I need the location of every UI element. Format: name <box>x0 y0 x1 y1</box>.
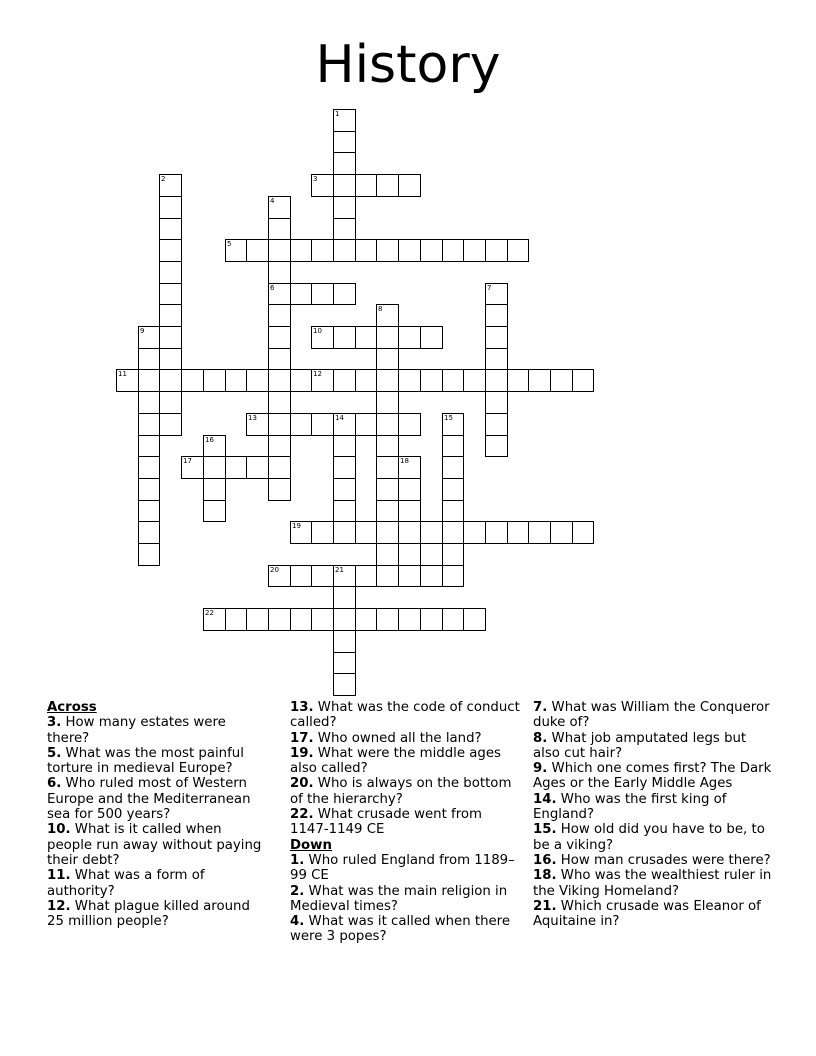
grid-cell[interactable] <box>572 369 594 392</box>
clue-item <box>290 731 520 746</box>
across-heading: Across <box>47 700 97 715</box>
clue-item <box>47 746 262 777</box>
grid-cell[interactable] <box>355 326 377 349</box>
clue-item-number: 10. <box>47 822 71 838</box>
clue-item-text: What was it called when there were 3 popes? <box>290 914 511 945</box>
grid-cell[interactable] <box>333 326 356 349</box>
grid-cell[interactable] <box>181 456 204 479</box>
grid-cell[interactable] <box>159 413 182 436</box>
clue-item <box>290 884 520 915</box>
grid-cell[interactable] <box>355 608 377 631</box>
clue-item <box>533 868 773 899</box>
grid-cell[interactable] <box>203 500 226 522</box>
grid-cell[interactable] <box>311 521 334 544</box>
grid-cell[interactable] <box>290 521 312 544</box>
grid-cell[interactable] <box>507 521 529 544</box>
grid-cell[interactable] <box>159 239 182 262</box>
clue-item-text: Who is always on the bottom of the hierarchy? <box>290 776 512 807</box>
grid-cell[interactable] <box>485 348 508 370</box>
clue-item-number: 12. <box>47 898 71 914</box>
grid-cell[interactable] <box>268 196 291 219</box>
clue-item-text: What crusade went from 1147-1149 CE <box>290 807 482 838</box>
grid-cell[interactable] <box>376 478 399 501</box>
clue-number: 1 <box>335 110 340 118</box>
clue-item-number: 3. <box>47 715 62 731</box>
clue-item-text: Which one comes first? The Dark Ages or the Early Middle Ages <box>533 761 772 792</box>
grid-cell[interactable] <box>398 174 421 197</box>
grid-cell[interactable] <box>420 521 443 544</box>
clue-item <box>533 761 773 792</box>
grid-cell[interactable] <box>268 369 291 392</box>
clue-number: 18 <box>400 457 409 465</box>
grid-cell[interactable] <box>159 174 182 197</box>
clue-item-text: What plague killed around 25 million people? <box>47 898 250 930</box>
grid-cell[interactable] <box>572 521 594 544</box>
clues-column-3 <box>533 700 773 929</box>
grid-cell[interactable] <box>376 326 399 349</box>
grid-cell[interactable] <box>376 608 399 631</box>
clue-item-number: 16. <box>533 852 557 868</box>
grid-cell[interactable] <box>268 326 291 349</box>
grid-cell[interactable] <box>507 369 529 392</box>
grid-cell[interactable] <box>225 456 247 479</box>
clue-item-text: Who ruled England from 1189–99 CE <box>290 852 515 884</box>
grid-cell[interactable] <box>311 326 334 349</box>
grid-cell[interactable] <box>420 608 443 631</box>
clue-item <box>290 700 520 731</box>
grid-cell[interactable] <box>333 152 356 175</box>
grid-cell[interactable] <box>159 261 182 284</box>
clue-item-text: What was the code of conduct called? <box>290 700 520 731</box>
grid-cell[interactable] <box>159 283 182 305</box>
grid-cell[interactable] <box>528 369 551 392</box>
clue-number: 11 <box>118 370 127 378</box>
grid-cell[interactable] <box>507 239 529 262</box>
clue-item-text: Who was the wealthiest ruler in the Viking Homeland? <box>533 868 772 899</box>
grid-cell[interactable] <box>159 304 182 327</box>
grid-cell[interactable] <box>485 413 508 436</box>
grid-cell[interactable] <box>442 608 464 631</box>
grid-cell[interactable] <box>159 369 182 392</box>
clue-item-number: 6. <box>47 776 62 792</box>
clue-number: 20 <box>270 566 279 574</box>
grid-cell[interactable] <box>246 239 269 262</box>
grid-cell[interactable] <box>463 239 486 262</box>
grid-cell[interactable] <box>333 435 356 457</box>
grid-cell[interactable] <box>442 369 464 392</box>
clue-item-text: What was a form of authority? <box>47 868 205 899</box>
clue-item <box>533 899 773 930</box>
grid-cell[interactable] <box>485 304 508 327</box>
grid-cell[interactable] <box>311 565 334 587</box>
grid-cell[interactable] <box>268 218 291 240</box>
grid-cell[interactable] <box>550 369 573 392</box>
grid-cell[interactable] <box>203 456 226 479</box>
grid-cell[interactable] <box>246 456 269 479</box>
clue-item-number: 14. <box>533 791 557 807</box>
clue-item-text: What were the middle ages also called? <box>290 745 501 777</box>
grid-cell[interactable] <box>246 608 269 631</box>
grid-cell[interactable] <box>376 565 399 587</box>
clue-item-number: 20. <box>290 776 314 792</box>
grid-cell[interactable] <box>333 131 356 153</box>
clue-number: 19 <box>292 522 301 530</box>
grid-cell[interactable] <box>485 435 508 457</box>
grid-cell[interactable] <box>355 521 377 544</box>
grid-cell[interactable] <box>420 326 443 349</box>
grid-cell[interactable] <box>420 565 443 587</box>
grid-cell[interactable] <box>290 239 312 262</box>
grid-cell[interactable] <box>159 391 182 414</box>
clue-item-number: 22. <box>290 807 314 823</box>
grid-cell[interactable] <box>333 283 356 305</box>
grid-cell[interactable] <box>463 608 486 631</box>
grid-cell[interactable] <box>485 283 508 305</box>
grid-cell[interactable] <box>550 521 573 544</box>
clue-item-text: Who ruled most of Western Europe and the Mediterranean sea for 500 years? <box>47 776 251 823</box>
grid-cell[interactable] <box>246 369 269 392</box>
grid-cell[interactable] <box>290 565 312 587</box>
clue-item-number: 18. <box>533 868 557 884</box>
grid-cell[interactable] <box>376 174 399 197</box>
clue-item <box>533 731 773 762</box>
grid-cell[interactable] <box>268 478 291 501</box>
grid-cell[interactable] <box>442 239 464 262</box>
grid-cell[interactable] <box>420 239 443 262</box>
grid-cell[interactable] <box>268 261 291 284</box>
grid-cell[interactable] <box>225 369 247 392</box>
grid-cell[interactable] <box>376 304 399 327</box>
clue-item <box>290 914 520 945</box>
grid-cell[interactable] <box>203 478 226 501</box>
grid-cell[interactable] <box>398 478 421 501</box>
grid-cell[interactable] <box>355 413 377 436</box>
clue-item-number: 21. <box>533 898 557 914</box>
grid-cell[interactable] <box>333 630 356 653</box>
clue-item-text: How old did you have to be, to be a viking? <box>533 822 765 853</box>
grid-cell[interactable] <box>203 608 226 631</box>
grid-cell[interactable] <box>485 521 508 544</box>
grid-cell[interactable] <box>376 435 399 457</box>
grid-cell[interactable] <box>268 283 291 305</box>
grid-cell[interactable] <box>138 543 160 566</box>
grid-cell[interactable] <box>138 348 160 370</box>
grid-cell[interactable] <box>463 369 486 392</box>
clue-number: 7 <box>487 284 492 292</box>
grid-cell[interactable] <box>333 500 356 522</box>
grid-cell[interactable] <box>138 326 160 349</box>
grid-cell[interactable] <box>138 478 160 501</box>
clue-item-number: 2. <box>290 883 305 899</box>
grid-cell[interactable] <box>398 456 421 479</box>
grid-cell[interactable] <box>268 565 291 587</box>
grid-cell[interactable] <box>268 608 291 631</box>
grid-cell[interactable] <box>376 456 399 479</box>
clue-item-text: How man crusades were there? <box>560 852 771 868</box>
clue-item <box>533 700 773 731</box>
grid-cell[interactable] <box>442 478 464 501</box>
grid-cell[interactable] <box>485 239 508 262</box>
grid-cell[interactable] <box>246 413 269 436</box>
clue-item-number: 4. <box>290 914 305 930</box>
grid-cell[interactable] <box>159 326 182 349</box>
grid-cell[interactable] <box>333 109 356 132</box>
grid-cell[interactable] <box>268 348 291 370</box>
grid-cell[interactable] <box>398 326 421 349</box>
grid-cell[interactable] <box>159 218 182 240</box>
clue-item-number: 11. <box>47 868 71 884</box>
grid-cell[interactable] <box>485 326 508 349</box>
grid-cell[interactable] <box>333 673 356 696</box>
grid-cell[interactable] <box>311 283 334 305</box>
grid-cell[interactable] <box>333 369 356 392</box>
grid-cell[interactable] <box>442 500 464 522</box>
grid-cell[interactable] <box>116 369 139 392</box>
grid-cell[interactable] <box>398 413 421 436</box>
grid-cell[interactable] <box>398 543 421 566</box>
grid-cell[interactable] <box>355 565 377 587</box>
clue-number: 2 <box>161 175 166 183</box>
clue-number: 5 <box>227 240 232 248</box>
grid-cell[interactable] <box>311 608 334 631</box>
clue-number: 4 <box>270 197 275 205</box>
grid-cell[interactable] <box>290 283 312 305</box>
grid-cell[interactable] <box>138 391 160 414</box>
clue-number: 16 <box>205 436 214 444</box>
grid-cell[interactable] <box>138 369 160 392</box>
clue-item-number: 8. <box>533 730 548 746</box>
clue-item-number: 17. <box>290 730 314 746</box>
grid-cell[interactable] <box>268 413 291 436</box>
clue-item-number: 9. <box>533 761 548 777</box>
grid-cell[interactable] <box>376 369 399 392</box>
grid-cell[interactable] <box>311 369 334 392</box>
clue-item <box>533 853 773 868</box>
grid-cell[interactable] <box>442 543 464 566</box>
clue-item-number: 1. <box>290 852 305 868</box>
clue-item-text: How many estates were there? <box>47 715 226 746</box>
grid-cell[interactable] <box>268 304 291 327</box>
clue-item <box>290 807 520 838</box>
clue-item <box>290 746 520 777</box>
grid-cell[interactable] <box>485 369 508 392</box>
clue-number: 21 <box>335 566 344 574</box>
grid-cell[interactable] <box>333 478 356 501</box>
clue-item-number: 15. <box>533 822 557 838</box>
clue-number: 6 <box>270 284 275 292</box>
clue-item <box>47 776 262 822</box>
clues-column-1 <box>47 700 262 929</box>
grid-cell[interactable] <box>290 413 312 436</box>
grid-cell[interactable] <box>355 174 377 197</box>
clue-number: 13 <box>248 414 257 422</box>
grid-cell[interactable] <box>398 608 421 631</box>
clue-item <box>533 792 773 823</box>
grid-cell[interactable] <box>442 413 464 436</box>
clue-item-text: What was the most painful torture in medieval Europe? <box>47 745 244 777</box>
clue-item <box>47 868 262 899</box>
clue-item <box>290 853 520 884</box>
clue-item <box>47 822 262 868</box>
clue-item-text: Who owned all the land? <box>317 730 482 746</box>
grid-cell[interactable] <box>159 196 182 219</box>
grid-cell[interactable] <box>138 521 160 544</box>
clue-item-number: 19. <box>290 745 314 761</box>
clue-item-number: 5. <box>47 745 62 761</box>
grid-cell[interactable] <box>376 521 399 544</box>
grid-cell[interactable] <box>138 435 160 457</box>
grid-cell[interactable] <box>333 196 356 219</box>
clue-number: 9 <box>140 327 145 335</box>
grid-cell[interactable] <box>311 174 334 197</box>
grid-cell[interactable] <box>333 218 356 240</box>
grid-cell[interactable] <box>333 565 356 587</box>
clue-item-text: What is it called when people run away without paying their debt? <box>47 822 262 868</box>
clue-item <box>47 899 262 930</box>
clue-number: 22 <box>205 609 214 617</box>
grid-cell[interactable] <box>398 369 421 392</box>
grid-cell[interactable] <box>225 239 247 262</box>
grid-cell[interactable] <box>376 500 399 522</box>
grid-cell[interactable] <box>311 413 334 436</box>
grid-cell[interactable] <box>376 391 399 414</box>
grid-cell[interactable] <box>398 500 421 522</box>
grid-cell[interactable] <box>138 413 160 436</box>
grid-cell[interactable] <box>311 239 334 262</box>
grid-cell[interactable] <box>138 456 160 479</box>
grid-cell[interactable] <box>376 239 399 262</box>
grid-cell[interactable] <box>355 369 377 392</box>
grid-cell[interactable] <box>420 369 443 392</box>
grid-cell[interactable] <box>355 239 377 262</box>
grid-cell[interactable] <box>333 608 356 631</box>
grid-cell[interactable] <box>442 565 464 587</box>
grid-cell[interactable] <box>333 586 356 609</box>
grid-cell[interactable] <box>376 543 399 566</box>
clue-number: 17 <box>183 457 192 465</box>
grid-cell[interactable] <box>376 413 399 436</box>
grid-cell[interactable] <box>333 239 356 262</box>
clues-column-2 <box>290 700 520 945</box>
clue-item <box>290 776 520 807</box>
grid-cell[interactable] <box>268 391 291 414</box>
grid-cell[interactable] <box>398 565 421 587</box>
clue-item-text: What job amputated legs but also cut hair? <box>533 730 747 761</box>
clue-number: 3 <box>313 175 318 183</box>
grid-cell[interactable] <box>333 174 356 197</box>
grid-cell[interactable] <box>203 369 226 392</box>
grid-cell[interactable] <box>225 608 247 631</box>
grid-cell[interactable] <box>290 608 312 631</box>
page-title: History <box>315 35 501 95</box>
grid-cell[interactable] <box>463 521 486 544</box>
grid-cell[interactable] <box>528 521 551 544</box>
grid-cell[interactable] <box>181 369 204 392</box>
clue-item <box>533 822 773 853</box>
clue-number: 15 <box>444 414 453 422</box>
down-heading: Down <box>290 837 332 853</box>
grid-cell[interactable] <box>398 521 421 544</box>
clue-item-number: 13. <box>290 700 314 715</box>
clue-number: 8 <box>378 305 383 313</box>
grid-cell[interactable] <box>398 239 421 262</box>
grid-cell[interactable] <box>203 435 226 457</box>
clue-item-text: What was William the Conqueror duke of? <box>533 700 770 731</box>
grid-cell[interactable] <box>376 348 399 370</box>
grid-cell[interactable] <box>333 413 356 436</box>
grid-cell[interactable] <box>333 652 356 674</box>
clue-item-text: What was the main religion in Medieval times? <box>290 883 508 914</box>
grid-cell[interactable] <box>485 391 508 414</box>
grid-cell[interactable] <box>159 348 182 370</box>
clue-number: 10 <box>313 327 322 335</box>
grid-cell[interactable] <box>442 435 464 457</box>
grid-cell[interactable] <box>333 456 356 479</box>
grid-cell[interactable] <box>268 435 291 457</box>
clue-item-text: Which crusade was Eleanor of Aquitaine in? <box>533 898 761 930</box>
grid-cell[interactable] <box>268 239 291 262</box>
clue-number: 14 <box>335 414 344 422</box>
grid-cell[interactable] <box>442 521 464 544</box>
clue-number: 12 <box>313 370 322 378</box>
grid-cell[interactable] <box>442 456 464 479</box>
grid-cell[interactable] <box>290 369 312 392</box>
clue-item <box>47 715 262 746</box>
grid-cell[interactable] <box>138 500 160 522</box>
clue-item-number: 7. <box>533 700 548 715</box>
clue-item-text: Who was the first king of England? <box>533 791 727 823</box>
grid-cell[interactable] <box>333 521 356 544</box>
grid-cell[interactable] <box>268 456 291 479</box>
